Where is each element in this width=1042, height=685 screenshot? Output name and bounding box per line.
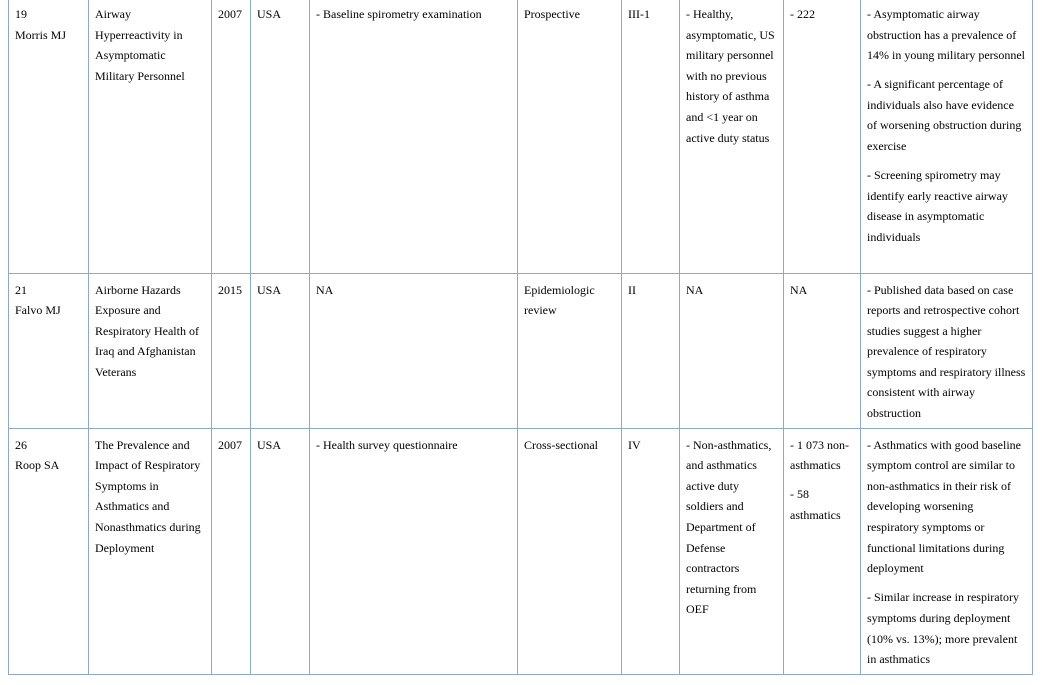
author: Falvo MJ xyxy=(15,303,61,318)
findings-cell xyxy=(861,0,1033,273)
sample-cell xyxy=(784,273,861,428)
author: Morris MJ xyxy=(15,27,67,42)
sample-cell xyxy=(784,428,861,674)
finding: - Asthmatics with good baseline symptom control are similar to non-asthmatics in their risk of developing worsening respiratory symptoms or functional limitations during deployment xyxy=(867,437,1021,576)
ref-number: 26 xyxy=(15,437,27,452)
sample-line: - 58 asthmatics xyxy=(790,487,841,522)
ref-author-cell xyxy=(9,0,89,273)
title-cell: Airborne Hazards Exposure and Respiratory Health of Iraq and Afghanistan Veterans xyxy=(89,273,212,428)
ref-author-cell xyxy=(9,273,89,428)
findings-cell xyxy=(861,428,1033,674)
intervention-cell: - Baseline spirometry examination xyxy=(310,0,518,273)
ref-author-cell xyxy=(9,428,89,674)
country-cell: USA xyxy=(251,428,310,674)
finding: - Similar increase in respiratory symptoms during deployment (10% vs. 13%); more prevalent in asthmatics xyxy=(867,590,1019,667)
sample-line: NA xyxy=(790,282,808,297)
level-cell: IV xyxy=(622,428,680,674)
population-cell: - Non-asthmatics, and asthmatics active duty soldiers and Department of Defense contractors returning from OEF xyxy=(680,428,784,674)
population-cell: NA xyxy=(680,273,784,428)
ref-number: 19 xyxy=(15,7,27,21)
table-row xyxy=(9,428,1033,674)
level-cell: III-1 xyxy=(622,0,680,273)
sample-line: - 1 073 non-asthmatics xyxy=(790,437,849,473)
level-cell: II xyxy=(622,273,680,428)
title-cell: The Prevalence and Impact of Respiratory Symptoms in Asthmatics and Nonasthmatics during Deployment xyxy=(89,428,212,674)
intervention-cell: - Health survey questionnaire xyxy=(310,428,518,674)
country-cell: USA xyxy=(251,273,310,428)
author: Roop SA xyxy=(15,458,60,473)
finding: - Screening spirometry may identify early reactive airway disease in asymptomatic individuals xyxy=(867,168,1008,244)
finding: - A significant percentage of individuals also have evidence of worsening obstruction during exercise xyxy=(867,77,1022,154)
table-row xyxy=(9,0,1033,273)
findings-cell xyxy=(861,273,1033,428)
year-cell: 2015 xyxy=(212,273,251,428)
finding: - Asymptomatic airway obstruction has a prevalence of 14% in young military personnel xyxy=(867,7,1025,63)
design-cell: Cross-sectional xyxy=(518,428,622,674)
design-cell: Prospective xyxy=(518,0,622,273)
year-cell: 2007 xyxy=(212,0,251,273)
country-cell: USA xyxy=(251,0,310,273)
year-cell: 2007 xyxy=(212,428,251,674)
study-table xyxy=(8,0,1033,675)
title-cell: Airway Hyperreactivity in Asymptomatic Military Personnel xyxy=(89,0,212,273)
sample-cell xyxy=(784,0,861,273)
finding: - Published data based on case reports and retrospective cohort studies suggest a higher prevalence of respiratory symptoms and respiratory illness consistent with airway obstruction xyxy=(867,282,1026,421)
sample-line: - 222 xyxy=(790,7,815,21)
ref-number: 21 xyxy=(15,282,27,297)
intervention-cell: NA xyxy=(310,273,518,428)
population-cell: - Healthy, asymptomatic, US military personnel with no previous history of asthma and <1 year on active duty status xyxy=(680,0,784,273)
table-row xyxy=(9,273,1033,428)
design-cell: Epidemiologic review xyxy=(518,273,622,428)
